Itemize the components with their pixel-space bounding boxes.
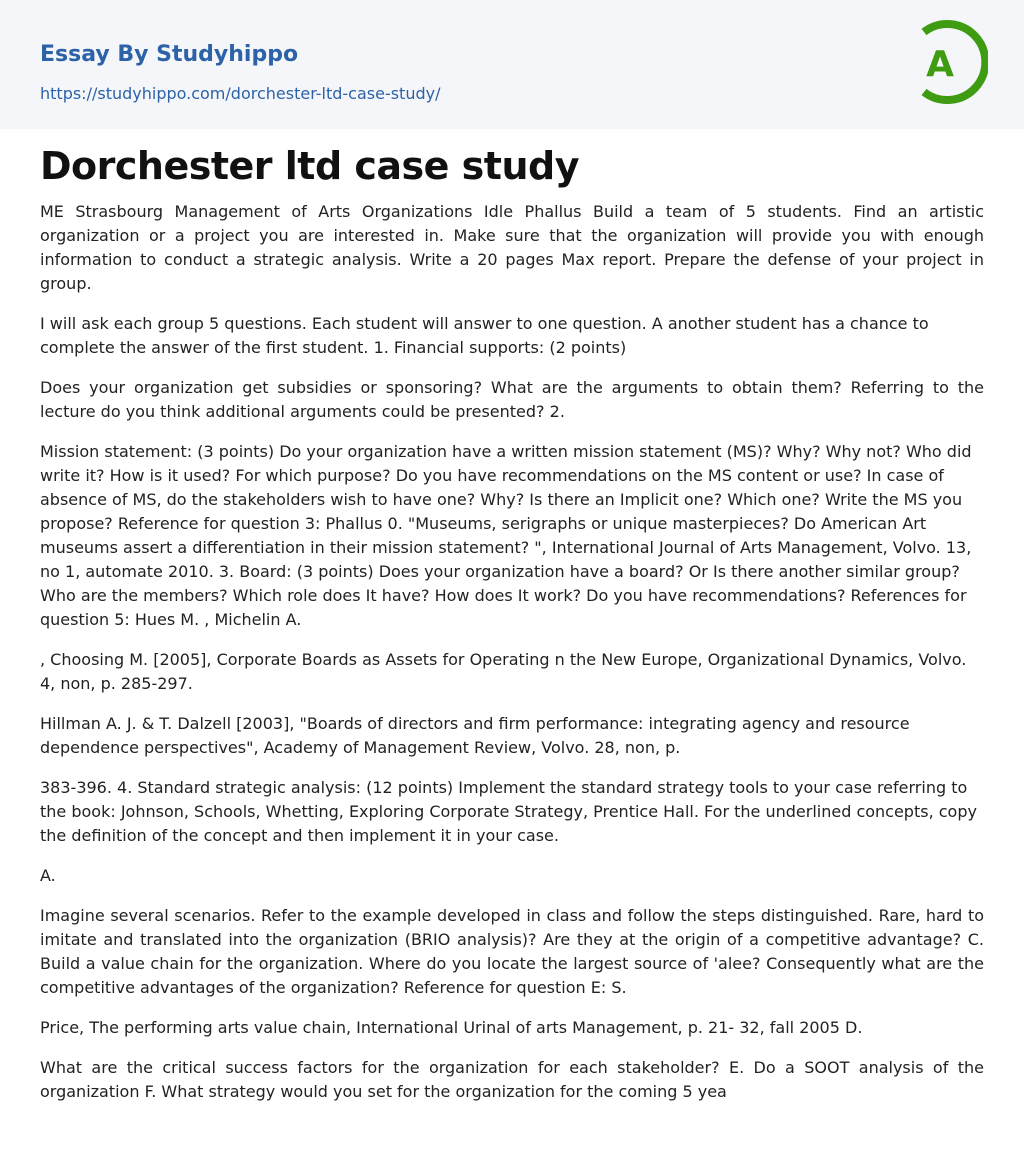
- page-title: Dorchester ltd case study: [40, 144, 579, 188]
- paragraph: A.: [40, 866, 56, 885]
- paragraph: Mission statement: (3 points) Do your organization have a written mission statement (MS)? Why? Why not? Who did write it? How is it used? For which purpose? Do you have recommendations on the MS content or use? In case of absence of MS, do the stakeholders wish to have one? Why? Is there an Implicit one? Which one? Write the MS you propose? Reference for question 3: Phallus 0. "Museums, serigraphs or unique masterpieces? Do American Art museums assert a differentiation in their mission statement? ", International Journal of Arts Management, Volvo. 13, no 1, automate 2010. 3. Board: (3 points) Does your organization have a board? Or Is there another similar group? Who are the members? Which role does It have? How does It work? Do you have recommendations? References for question 5: Hues M. , Michelin A.: [40, 442, 972, 629]
- essay-url-link[interactable]: https://studyhippo.com/dorchester-ltd-case-study/: [40, 84, 441, 103]
- essay-body: [40, 200, 984, 1120]
- svg-text:A: A: [926, 44, 954, 85]
- studyhippo-logo-icon[interactable]: [910, 18, 988, 106]
- site-header: [0, 0, 1024, 129]
- paragraph: Does your organization get subsidies or sponsoring? What are the arguments to obtain them? Referring to the lecture do you think additional arguments could be presented? 2.: [40, 378, 984, 421]
- paragraph: ME Strasbourg Management of Arts Organizations Idle Phallus Build a team of 5 students. Find an artistic organization or a project you are interested in. Make sure that the organization will provide you with enough information to conduct a strategic analysis. Write a 20 pages Max report. Prepare the defense of your project in group.: [40, 202, 984, 293]
- paragraph: Price, The performing arts value chain, International Urinal of arts Management, p. 21- 32, fall 2005 D.: [40, 1018, 863, 1037]
- paragraph: I will ask each group 5 questions. Each student will answer to one question. A another student has a chance to complete the answer of the first student. 1. Financial supports: (2 points): [40, 314, 929, 357]
- brand-title: Essay By Studyhippo: [40, 42, 299, 67]
- paragraph: Hillman A. J. & T. Dalzell [2003], "Boards of directors and firm performance: integrating agency and resource dependence perspectives", Academy of Management Review, Volvo. 28, non, p.: [40, 714, 910, 757]
- paragraph: 383-396. 4. Standard strategic analysis: (12 points) Implement the standard strategy tools to your case referring to the book: Johnson, Schools, Whetting, Exploring Corporate Strategy, Prentice Hall. For the underlined concepts, copy the definition of the concept and then implement it in your case.: [40, 778, 977, 845]
- paragraph: Imagine several scenarios. Refer to the example developed in class and follow the steps distinguished. Rare, hard to imitate and translated into the organization (BRIO analysis)? Are they at the origin of a competitive advantage? C. Build a value chain for the organization. Where do you locate the largest source of 'alee? Consequently what are the competitive advantages of the organization? Reference for question E: S.: [40, 906, 984, 997]
- paragraph: , Choosing M. [2005], Corporate Boards as Assets for Operating n the New Europe, Organizational Dynamics, Volvo. 4, non, p. 285-297.: [40, 650, 967, 693]
- paragraph: What are the critical success factors for the organization for each stakeholder? E. Do a SOOT analysis of the organization F. What strategy would you set for the organization for the coming 5 yea: [40, 1058, 984, 1101]
